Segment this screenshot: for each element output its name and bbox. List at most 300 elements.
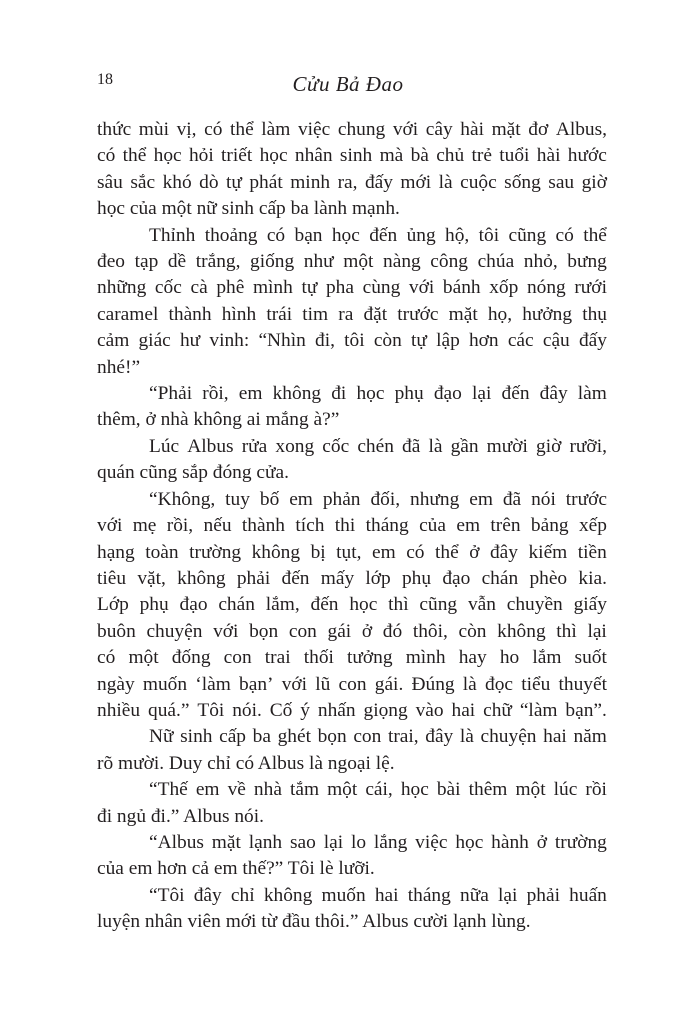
word: năm bbox=[573, 726, 607, 748]
word: lập bbox=[436, 330, 460, 352]
word: gái bbox=[327, 620, 352, 642]
word: trường bbox=[554, 831, 607, 853]
text-line bbox=[97, 883, 607, 909]
word: vẫn bbox=[467, 594, 496, 616]
word: nhỏ, bbox=[523, 251, 558, 273]
word: đi, bbox=[315, 330, 335, 352]
word: em bbox=[469, 488, 493, 510]
word: đạo bbox=[433, 383, 462, 405]
body-text bbox=[97, 117, 607, 936]
word: mùi bbox=[138, 119, 169, 140]
word: lại bbox=[587, 620, 607, 642]
word: pha bbox=[325, 277, 354, 299]
word: trước bbox=[565, 488, 607, 510]
word: lạnh bbox=[248, 831, 283, 853]
word: tuổi bbox=[499, 145, 530, 167]
word: mới bbox=[400, 171, 432, 193]
word: với bbox=[213, 620, 239, 642]
word: em bbox=[289, 488, 313, 510]
word: thì bbox=[388, 594, 409, 616]
word: có bbox=[266, 224, 286, 246]
text-line bbox=[97, 117, 607, 143]
word: cốc bbox=[154, 277, 182, 299]
word: lũ bbox=[315, 673, 331, 695]
word: của bbox=[419, 515, 446, 537]
word: tích bbox=[295, 515, 325, 537]
word: trai bbox=[264, 647, 291, 669]
word: bạn’ bbox=[239, 673, 274, 695]
word: thành bbox=[241, 515, 285, 537]
word: thối bbox=[303, 647, 334, 669]
word: sống bbox=[504, 171, 541, 193]
word: mặt bbox=[448, 303, 478, 325]
word: ngày bbox=[97, 673, 135, 695]
word: tháng bbox=[407, 884, 451, 906]
word: lớp bbox=[365, 567, 391, 589]
word: bài bbox=[436, 779, 461, 801]
word: học bbox=[349, 594, 378, 616]
word: phải bbox=[236, 567, 271, 589]
line-text: học của một nữ sinh cấp ba lành mạnh. bbox=[97, 198, 400, 220]
word: hư bbox=[179, 330, 201, 352]
word: “Nhìn bbox=[258, 330, 306, 352]
word: ra, bbox=[337, 171, 358, 193]
word: chán bbox=[481, 567, 519, 589]
word: “Thế bbox=[149, 779, 188, 801]
word: có bbox=[97, 647, 116, 669]
word: mấy bbox=[320, 567, 355, 589]
word: Thỉnh bbox=[149, 224, 196, 246]
word: nếu bbox=[203, 515, 232, 537]
word: cảm bbox=[97, 330, 130, 352]
word: sắc bbox=[130, 171, 156, 193]
word: đạo bbox=[442, 567, 471, 589]
text-line bbox=[97, 909, 607, 935]
word: sau bbox=[548, 171, 575, 193]
running-title: Cửu Bả Đao bbox=[292, 72, 404, 96]
word: chúa bbox=[477, 251, 515, 273]
word: làm bbox=[261, 119, 291, 140]
word: hai bbox=[451, 699, 476, 721]
word: tôi bbox=[478, 224, 500, 246]
word: họ, bbox=[487, 303, 513, 325]
word: tuy bbox=[225, 488, 250, 510]
word: là bbox=[428, 435, 443, 457]
word: đấy bbox=[578, 330, 607, 352]
text-line bbox=[97, 830, 607, 856]
word: trước bbox=[397, 303, 439, 325]
word: trường bbox=[189, 541, 242, 563]
word: giọng bbox=[363, 699, 408, 721]
word: chữ bbox=[483, 699, 512, 721]
word: bà bbox=[410, 145, 429, 167]
text-line bbox=[97, 302, 607, 328]
word: cuộc bbox=[460, 171, 497, 193]
word: muốn bbox=[142, 673, 188, 695]
word: tiền bbox=[577, 541, 607, 563]
text-line bbox=[97, 592, 607, 618]
line-text: nhé!” bbox=[97, 356, 141, 378]
word: hỏi bbox=[188, 145, 214, 167]
word: phát bbox=[249, 171, 283, 193]
word: tự bbox=[225, 171, 242, 193]
word: thoảng bbox=[204, 224, 258, 246]
word: huấn bbox=[569, 884, 607, 906]
line-text: thêm, ở nhà không ai mắng à?” bbox=[97, 409, 340, 431]
word: rồi, bbox=[202, 383, 229, 405]
word: ý bbox=[300, 699, 310, 721]
word: bọn bbox=[249, 620, 279, 642]
word: học bbox=[153, 145, 182, 167]
word: phải bbox=[526, 884, 560, 906]
word: lại bbox=[323, 831, 344, 853]
word: hơn bbox=[468, 330, 499, 352]
word: hài bbox=[536, 145, 561, 167]
word: rồi, bbox=[166, 515, 194, 537]
word: Nữ bbox=[149, 726, 174, 748]
word: nàng bbox=[383, 251, 421, 273]
word: hộ, bbox=[445, 224, 470, 246]
text-line bbox=[97, 328, 607, 354]
word: không bbox=[177, 567, 226, 589]
word: “Tôi bbox=[149, 884, 185, 906]
text-line bbox=[97, 856, 607, 882]
word: ho bbox=[499, 647, 520, 669]
word: thể bbox=[122, 145, 147, 167]
word: hành bbox=[491, 831, 529, 853]
word: lại bbox=[471, 383, 492, 405]
word: phụ bbox=[394, 383, 424, 405]
word: tắm bbox=[289, 779, 320, 801]
word: nhiều bbox=[97, 699, 141, 721]
word: con bbox=[223, 647, 252, 669]
word: đeo bbox=[97, 251, 125, 273]
word: học bbox=[455, 831, 484, 853]
text-line bbox=[97, 355, 607, 381]
text-line bbox=[97, 196, 607, 222]
text-line bbox=[97, 460, 607, 486]
word: suốt bbox=[574, 647, 607, 669]
word: lại bbox=[498, 884, 518, 906]
word: muốn bbox=[321, 884, 366, 906]
word: bố bbox=[259, 488, 280, 510]
word: trắng, bbox=[195, 251, 241, 273]
word: là bbox=[462, 673, 477, 695]
word: “làm bbox=[519, 699, 558, 721]
word: con bbox=[353, 726, 382, 748]
word: thôi, bbox=[412, 620, 448, 642]
word: như bbox=[303, 251, 334, 273]
word: cấp bbox=[219, 726, 247, 748]
word: trai, bbox=[387, 726, 419, 748]
word: Albus, bbox=[555, 119, 607, 140]
word: đến bbox=[369, 224, 398, 246]
word: mà bbox=[379, 145, 404, 167]
word: cái, bbox=[365, 779, 393, 801]
word: Lớp bbox=[97, 594, 129, 616]
word: ủng bbox=[406, 224, 436, 246]
word: giờ bbox=[536, 435, 562, 457]
word: sinh bbox=[339, 145, 373, 167]
word: vị, bbox=[176, 119, 197, 140]
word: chủ bbox=[436, 145, 465, 167]
text-line bbox=[97, 540, 607, 566]
word: đấy bbox=[364, 171, 393, 193]
text-line bbox=[97, 724, 607, 750]
word: nói. bbox=[232, 699, 262, 721]
text-line bbox=[97, 381, 607, 407]
word: ở bbox=[536, 831, 547, 853]
word: thức bbox=[97, 119, 132, 140]
word: trẻ bbox=[471, 145, 492, 167]
line-text: rõ mười. Duy chỉ có Albus là ngoại lệ. bbox=[97, 752, 395, 774]
word: hai bbox=[374, 884, 399, 906]
text-line bbox=[97, 434, 607, 460]
word: cậu bbox=[542, 330, 570, 352]
word: tự bbox=[301, 277, 318, 299]
word: lắm, bbox=[265, 594, 300, 616]
word: là bbox=[438, 171, 453, 193]
word: chuyện bbox=[146, 620, 203, 642]
word: hước bbox=[567, 145, 607, 167]
word: trái bbox=[266, 303, 293, 325]
word: đã bbox=[502, 488, 522, 510]
word: chén bbox=[357, 435, 394, 457]
text-line bbox=[97, 777, 607, 803]
text-line bbox=[97, 223, 607, 249]
word: đi bbox=[331, 383, 347, 405]
word: học bbox=[331, 224, 360, 246]
word: thể bbox=[230, 119, 254, 140]
word: Cố bbox=[269, 699, 293, 721]
word: kia. bbox=[578, 567, 607, 589]
word: rưỡi, bbox=[569, 435, 607, 457]
word: đến bbox=[281, 567, 310, 589]
word: hài bbox=[460, 119, 484, 140]
word: “Không, bbox=[149, 488, 216, 510]
word: với bbox=[97, 515, 123, 537]
text-line bbox=[97, 275, 607, 301]
word: học bbox=[356, 383, 385, 405]
word: bị bbox=[310, 541, 326, 563]
word: toàn bbox=[145, 541, 179, 563]
line-text: luyện nhân viên mới từ đầu thôi.” Albus cười lạnh lùng. bbox=[97, 911, 531, 933]
word: Lúc bbox=[149, 435, 180, 457]
word: thành bbox=[168, 303, 212, 325]
word: đã bbox=[402, 435, 421, 457]
text-line bbox=[97, 487, 607, 513]
word: bọn bbox=[317, 726, 347, 748]
word: chuyền bbox=[506, 594, 563, 616]
word: phụ bbox=[401, 567, 432, 589]
word: xốp bbox=[489, 277, 519, 299]
word: tiêu bbox=[97, 567, 127, 589]
text-line bbox=[97, 672, 607, 698]
word: thể bbox=[435, 541, 459, 563]
text-line bbox=[97, 751, 607, 777]
text-line bbox=[97, 566, 607, 592]
word: mình bbox=[252, 277, 293, 299]
word: minh bbox=[290, 171, 331, 193]
word: một bbox=[515, 779, 546, 801]
word: một bbox=[343, 251, 374, 273]
word: có bbox=[406, 541, 425, 563]
word: về bbox=[227, 779, 246, 801]
word: đọc bbox=[485, 673, 513, 695]
word: em bbox=[372, 541, 396, 563]
word: vinh: bbox=[209, 330, 250, 352]
text-line bbox=[97, 407, 607, 433]
word: tiểu bbox=[521, 673, 551, 695]
word: nhân bbox=[294, 145, 333, 167]
word: việc bbox=[297, 119, 331, 140]
text-line bbox=[97, 698, 607, 724]
word: bưng bbox=[567, 251, 607, 273]
word: sao bbox=[289, 831, 316, 853]
word: đơ bbox=[528, 119, 549, 140]
word: gái. bbox=[374, 673, 404, 695]
word: đống bbox=[171, 647, 211, 669]
word: giống bbox=[250, 251, 295, 273]
word: nhưng bbox=[410, 488, 460, 510]
word: mười bbox=[486, 435, 528, 457]
word: hạng bbox=[97, 541, 135, 563]
line-text: của em hơn cả em thế?” Tôi lè lưỡi. bbox=[97, 858, 375, 880]
word: đây bbox=[193, 884, 222, 906]
word: phèo bbox=[529, 567, 568, 589]
word: nóng bbox=[526, 277, 566, 299]
word: tụt, bbox=[336, 541, 362, 563]
text-line bbox=[97, 249, 607, 275]
word: lúc bbox=[553, 779, 578, 801]
word: “Phải bbox=[149, 383, 193, 405]
word: tôi bbox=[344, 330, 365, 352]
word: lo bbox=[350, 831, 367, 853]
word: cà bbox=[190, 277, 208, 299]
word: mặt bbox=[211, 831, 241, 853]
line-text: quán cũng sắp đóng cửa. bbox=[97, 462, 289, 484]
word: chỉ bbox=[230, 884, 255, 906]
word: buôn bbox=[97, 620, 136, 642]
word: các bbox=[507, 330, 534, 352]
word: tháng bbox=[365, 515, 409, 537]
word: nhà bbox=[253, 779, 282, 801]
word: hưởng bbox=[522, 303, 573, 325]
word: lắng bbox=[373, 831, 408, 853]
word: em bbox=[456, 515, 481, 537]
word: là bbox=[459, 726, 474, 748]
word: cũng bbox=[419, 594, 458, 616]
text-line bbox=[97, 645, 607, 671]
word: em bbox=[238, 383, 263, 405]
word: phụ bbox=[139, 594, 169, 616]
page-number: 18 bbox=[97, 71, 113, 88]
word: thể bbox=[583, 224, 607, 246]
text-line bbox=[97, 170, 607, 196]
word: giấy bbox=[573, 594, 607, 616]
word: rửa bbox=[241, 435, 268, 457]
word: đây bbox=[489, 541, 518, 563]
word: còn bbox=[373, 330, 402, 352]
word: thêm bbox=[468, 779, 508, 801]
word: bạn”. bbox=[565, 699, 607, 721]
word: giờ bbox=[581, 171, 607, 193]
word: quá.” bbox=[148, 699, 190, 721]
word: với bbox=[281, 673, 308, 695]
word: việc bbox=[415, 831, 448, 853]
word: thì bbox=[556, 620, 577, 642]
word: con bbox=[288, 620, 317, 642]
word: chuyện bbox=[480, 726, 537, 748]
word: có bbox=[555, 224, 574, 246]
word: đây bbox=[539, 383, 568, 405]
word: thi bbox=[334, 515, 356, 537]
word: thụ bbox=[582, 303, 607, 325]
word: hình bbox=[221, 303, 257, 325]
word: nhấn bbox=[317, 699, 356, 721]
word: bảng bbox=[530, 515, 569, 537]
word: mặt bbox=[491, 119, 521, 140]
word: Albus bbox=[187, 435, 234, 457]
word: lắm bbox=[532, 647, 562, 669]
word: caramel bbox=[97, 303, 159, 325]
word: không bbox=[272, 383, 322, 405]
word: với bbox=[408, 277, 435, 299]
word: kiếm bbox=[528, 541, 568, 563]
word: phản bbox=[322, 488, 361, 510]
word: dò bbox=[199, 171, 219, 193]
word: hai bbox=[543, 726, 567, 748]
word: không bbox=[497, 620, 546, 642]
word: phê bbox=[216, 277, 245, 299]
word: ba bbox=[252, 726, 271, 748]
word: bánh bbox=[442, 277, 481, 299]
word: một bbox=[128, 647, 159, 669]
word: dề bbox=[167, 251, 187, 273]
word: nữa bbox=[460, 884, 489, 906]
word: còn bbox=[458, 620, 487, 642]
word: rồi bbox=[585, 779, 607, 801]
word: không bbox=[263, 884, 313, 906]
word: bạn bbox=[294, 224, 323, 246]
word: vặt, bbox=[137, 567, 166, 589]
word: với bbox=[392, 119, 419, 140]
word: có bbox=[97, 145, 116, 167]
word: xong bbox=[275, 435, 315, 457]
word: cốc bbox=[322, 435, 350, 457]
word: vào bbox=[415, 699, 444, 721]
word: sâu bbox=[97, 171, 123, 193]
word: thuyết bbox=[558, 673, 607, 695]
word: rưới bbox=[574, 277, 607, 299]
word: triết bbox=[221, 145, 253, 167]
word: mình bbox=[405, 647, 446, 669]
word: cây bbox=[425, 119, 453, 140]
word: đây bbox=[425, 726, 454, 748]
word: hay bbox=[458, 647, 487, 669]
word: ở bbox=[469, 541, 480, 563]
word: đến bbox=[501, 383, 530, 405]
word: gần bbox=[450, 435, 479, 457]
text-line bbox=[97, 143, 607, 169]
word: những bbox=[97, 277, 147, 299]
word: ở bbox=[361, 620, 373, 642]
word: tưởng bbox=[347, 647, 393, 669]
word: mẹ bbox=[132, 515, 157, 537]
word: không bbox=[251, 541, 301, 563]
word: học bbox=[400, 779, 429, 801]
word: ra bbox=[338, 303, 354, 325]
